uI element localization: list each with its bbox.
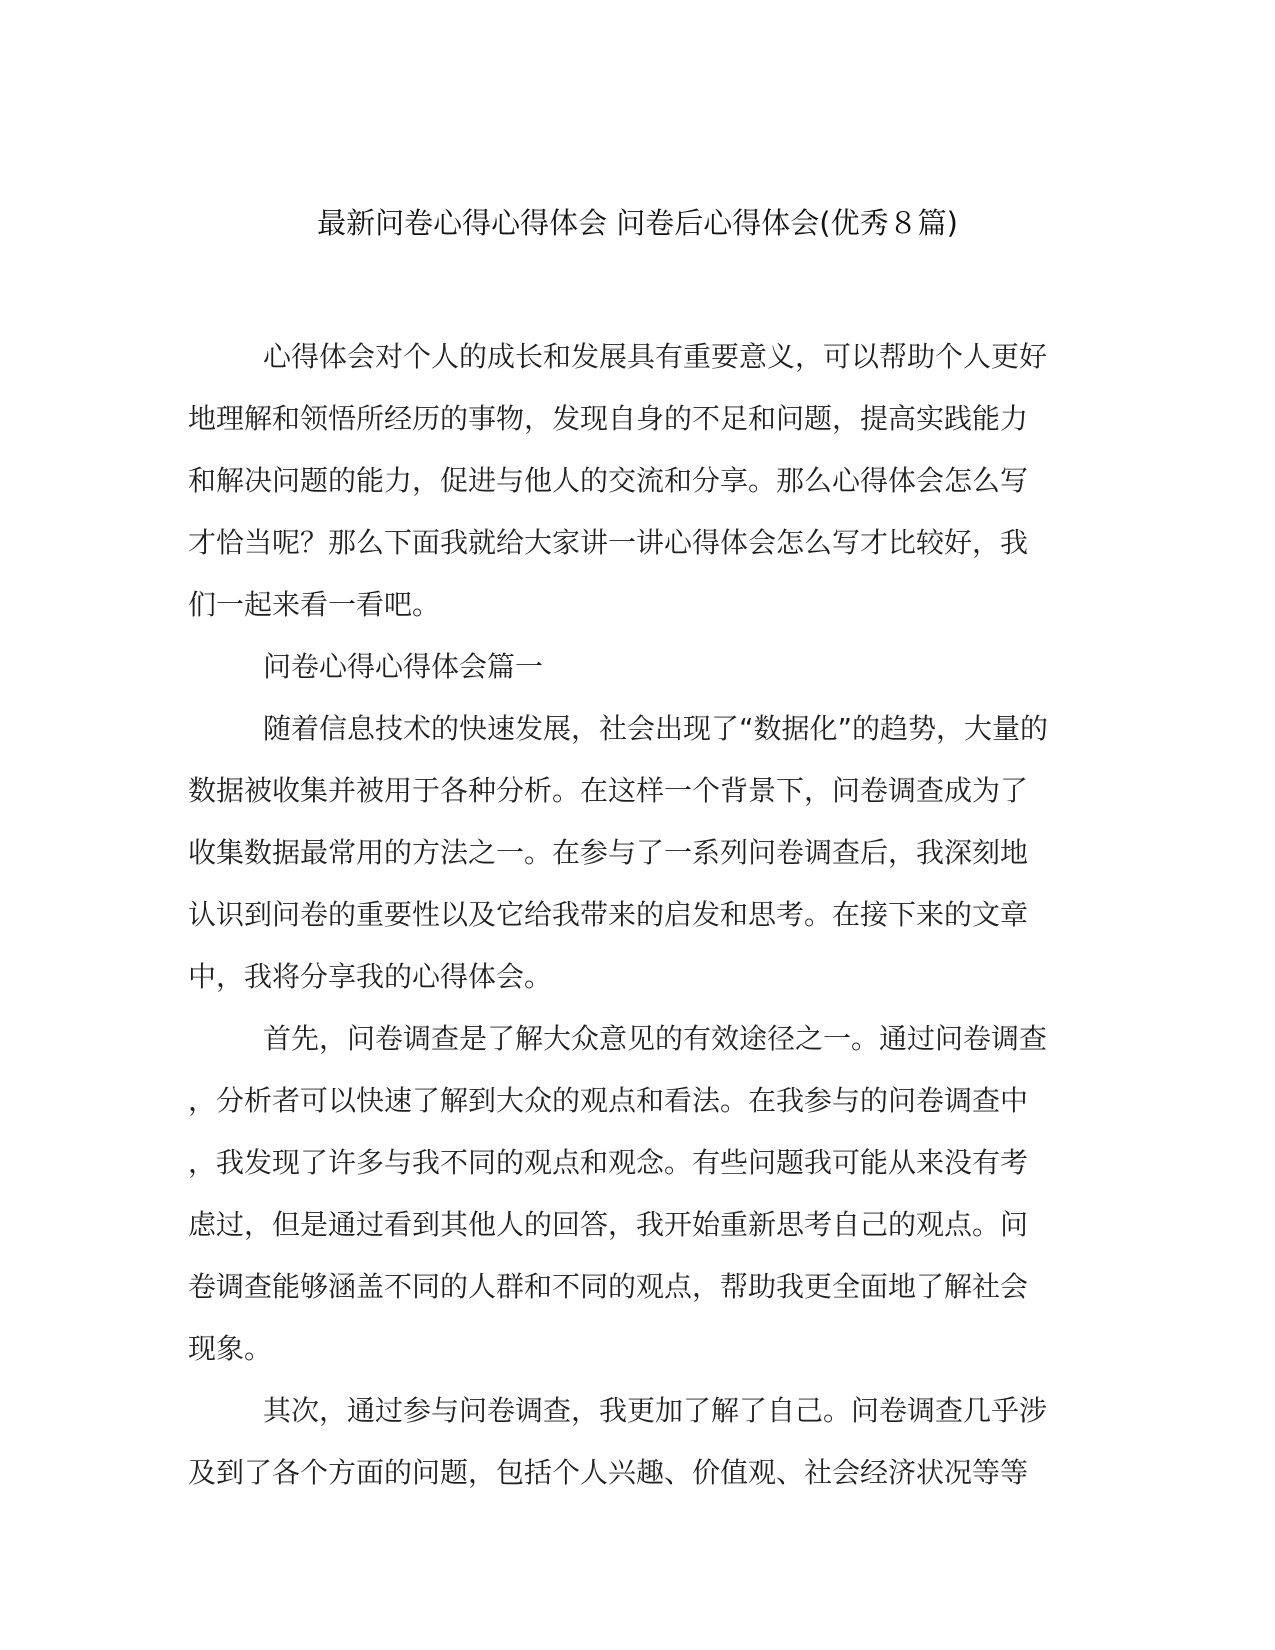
paragraph-line: 中，我将分享我的心得体会。 [188, 960, 553, 993]
paragraph-line: 卷调查能够涵盖不同的人群和不同的观点，帮助我更全面地了解社会 [188, 1270, 1029, 1303]
paragraph-line: 首先，问卷调查是了解大众意见的有效途径之一。通过问卷调查 [263, 1022, 1048, 1055]
paragraph-line: 们一起来看一看吧。 [188, 588, 441, 621]
paragraph-line: 心得体会对个人的成长和发展具有重要意义，可以帮助个人更好 [263, 340, 1048, 373]
document-body [188, 326, 1080, 1504]
paragraph-line: 数据被收集并被用于各种分析。在这样一个背景下，问卷调查成为了 [188, 774, 1029, 807]
document-title: 最新问卷心得心得体会 问卷后心得体会(优秀８篇) [317, 206, 958, 240]
paragraph-line: ，分析者可以快速了解到大众的观点和看法。在我参与的问卷调查中 [188, 1084, 1029, 1117]
paragraph-line: 随着信息技术的快速发展，社会出现了“数据化”的趋势，大量的 [263, 712, 1049, 745]
paragraph-line: 地理解和领悟所经历的事物，发现自身的不足和问题，提高实践能力 [188, 402, 1029, 435]
paragraph-line: 收集数据最常用的方法之一。在参与了一系列问卷调查后，我深刻地 [188, 836, 1029, 869]
section-heading: 问卷心得心得体会篇一 [263, 650, 544, 683]
paragraph-line: 其次，通过参与问卷调查，我更加了解了自己。问卷调查几乎涉 [263, 1394, 1048, 1427]
paragraph-line: 虑过，但是通过看到其他人的回答，我开始重新思考自己的观点。问 [188, 1208, 1029, 1241]
paragraph-line: ，我发现了许多与我不同的观点和观念。有些问题我可能从来没有考 [188, 1146, 1029, 1179]
paragraph-line: 现象。 [188, 1332, 273, 1365]
paragraph-line: 认识到问卷的重要性以及它给我带来的启发和思考。在接下来的文章 [188, 898, 1029, 931]
paragraph-line: 及到了各个方面的问题，包括个人兴趣、价值观、社会经济状况等等 [188, 1456, 1029, 1489]
paragraph-line: 和解决问题的能力，促进与他人的交流和分享。那么心得体会怎么写 [188, 464, 1029, 497]
paragraph-line: 才恰当呢？那么下面我就给大家讲一讲心得体会怎么写才比较好，我 [188, 526, 1029, 559]
